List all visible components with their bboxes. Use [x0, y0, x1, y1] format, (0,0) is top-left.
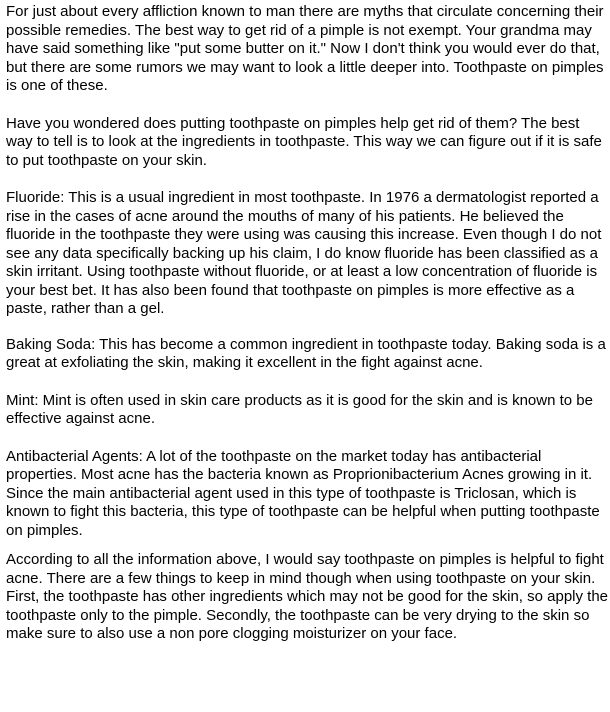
paragraph-conclusion: According to all the information above, I would say toothpaste on pimples is helpful to fight acne. There are a few things to keep in mind though when using toothpaste on your skin. First, the toothpaste has other ingredients which may not be good for the skin, so apply the toothpaste only to the pimple. Secondly, the toothpaste can be very drying to the skin so make sure to also use a non pore clogging moisturizer on your face. — [6, 551, 609, 642]
paragraph-question: Have you wondered does putting toothpaste on pimples help get rid of them? The best way to tell is to look at the ingredients in toothpaste. This way we can figure out if it is safe to put toothpaste on your skin. — [6, 114, 602, 169]
paragraph-intro: For just about every affliction known to man there are myths that circulate concerning their possible remedies. The best way to get rid of a pimple is not exempt. Your grandma may have said something like "put some butter on it." Now I don't think you would ever do that, but there are some rumors we may want to look a little deeper into. Toothpaste on pimples is one of these. — [6, 3, 604, 94]
paragraph-antibacterial: Antibacterial Agents: A lot of the toothpaste on the market today has antibacterial properties. Most acne has the bacteria known as Proprionibacterium Acnes growing in it. Since the main antibacterial agent used in this type of toothpaste is Triclosan, which is known to fight this bacteria, this type of toothpaste can be helpful when putting toothpaste on pimples. — [6, 447, 600, 539]
paragraph-mint: Mint: Mint is often used in skin care products as it is good for the skin and is known to be effective against acne. — [6, 391, 593, 427]
paragraph-baking-soda: Baking Soda: This has become a common ingredient in toothpaste today. Baking soda is a great at exfoliating the skin, making it excellent in the fight against acne. — [6, 335, 606, 371]
paragraph-fluoride: Fluoride: This is a usual ingredient in most toothpaste. In 1976 a dermatologist reported a rise in the cases of acne around the mouths of many of his patients. He believed the fluoride in the toothpaste they were using was causing this increase. Even though I do not see any data specifically backing up his claim, I do know fluoride has been classified as a skin irritant. Using toothpaste without fluoride, or at least a low concentration of fluoride is your best bet. It has also been found that toothpaste on pimples is more effective as a paste, rather than a gel. — [6, 189, 602, 317]
